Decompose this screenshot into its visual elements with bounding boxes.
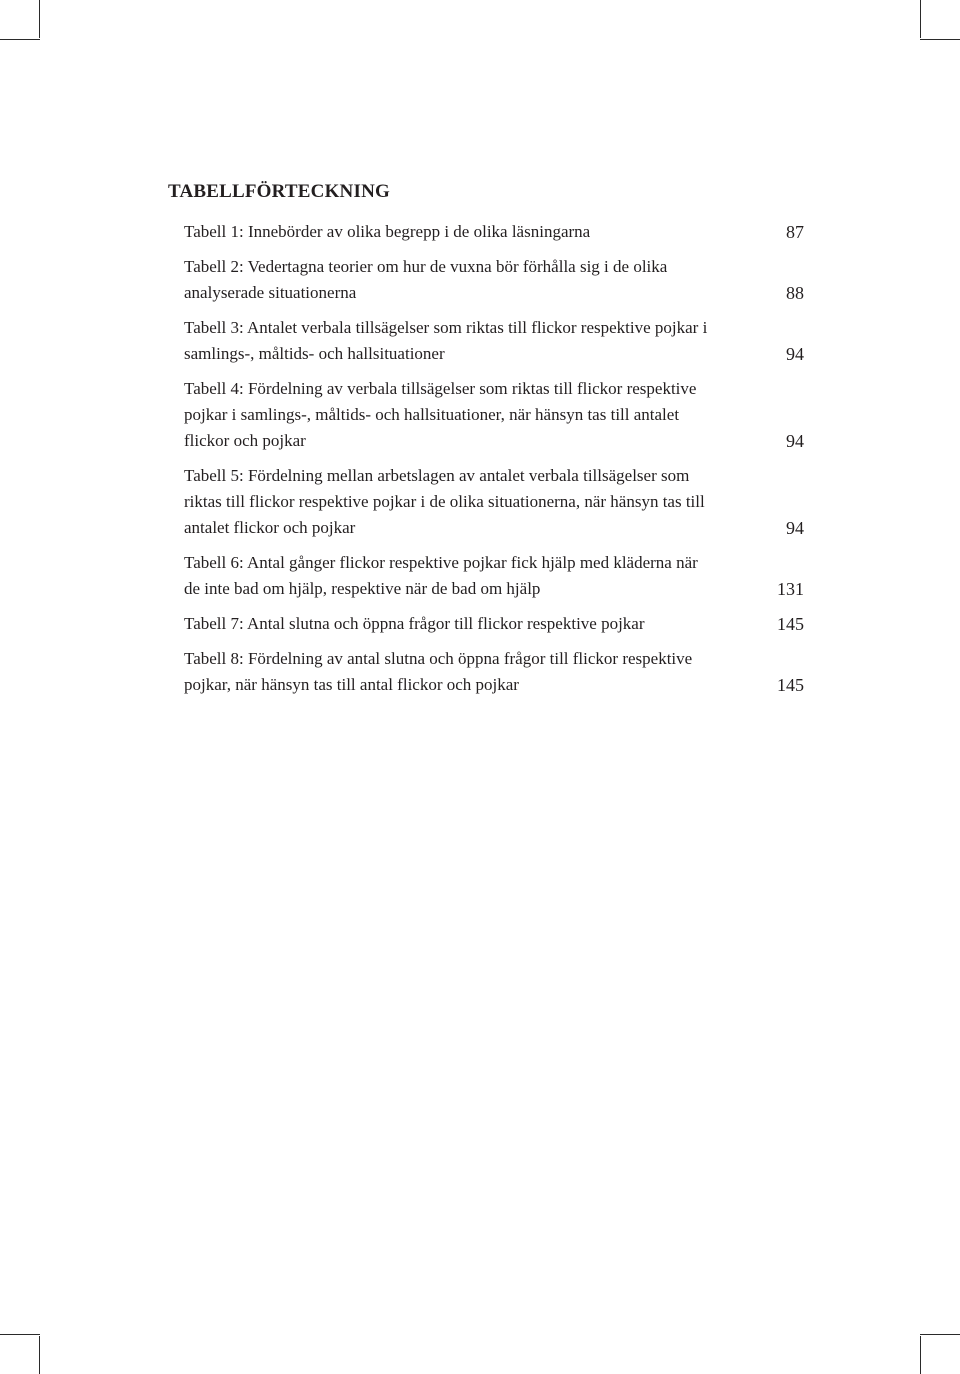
toc-entry-text [184, 611, 764, 637]
toc-entry-text [184, 219, 764, 245]
toc-entry-line: de inte bad om hjälp, respektive när de bad om hjälp [184, 579, 541, 598]
toc-entry-line: antalet flickor och pojkar [184, 518, 356, 537]
toc-entry-6[interactable] [184, 550, 804, 602]
toc-entry-page: 88 [786, 283, 804, 303]
crop-mark-top-left [39, 0, 40, 38]
crop-mark-bottom-left [39, 1336, 40, 1374]
toc-entry-line: flickor och pojkar [184, 431, 306, 450]
toc-entry-page: 94 [786, 518, 804, 538]
toc-entry-line: samlings-, måltids- och hallsituationer [184, 344, 445, 363]
toc-entry-text [184, 376, 764, 454]
toc-entry-page: 87 [786, 222, 804, 242]
crop-mark-top-right [920, 0, 921, 38]
toc-entry-line: Tabell 4: Fördelning av verbala tillsägelser som riktas till flickor respektive [184, 379, 697, 398]
table-list [184, 219, 804, 707]
toc-entry-line: analyserade situationerna [184, 283, 357, 302]
toc-entry-5[interactable] [184, 463, 804, 541]
toc-entry-3[interactable] [184, 315, 804, 367]
toc-entry-2[interactable] [184, 254, 804, 306]
crop-mark-bottom-right-h [920, 1334, 960, 1335]
toc-entry-text [184, 550, 764, 602]
toc-entry-line: Tabell 8: Fördelning av antal slutna och öppna frågor till flickor respektive [184, 649, 693, 668]
toc-entry-text [184, 646, 764, 698]
toc-entry-page: 94 [786, 431, 804, 451]
toc-entry-page: 145 [777, 614, 804, 634]
toc-entry-line: Tabell 7: Antal slutna och öppna frågor till flickor respektive pojkar [184, 614, 645, 633]
page-title: TABELLFÖRTECKNING [168, 181, 390, 202]
crop-mark-top-right-h [920, 39, 960, 40]
toc-entry-line: Tabell 3: Antalet verbala tillsägelser som riktas till flickor respektive pojkar i [184, 318, 708, 337]
toc-entry-text [184, 254, 764, 306]
toc-entry-page: 94 [786, 344, 804, 364]
toc-entry-page: 145 [777, 675, 804, 695]
toc-entry-line: riktas till flickor respektive pojkar i de olika situationerna, när hänsyn tas till [184, 492, 705, 511]
crop-mark-top-left-h [0, 39, 40, 40]
toc-entry-line: Tabell 6: Antal gånger flickor respektive pojkar fick hjälp med kläderna när [184, 553, 698, 572]
toc-entry-line: Tabell 1: Innebörder av olika begrepp i de olika läsningarna [184, 222, 591, 241]
crop-mark-bottom-right [920, 1336, 921, 1374]
toc-entry-4[interactable] [184, 376, 804, 454]
toc-entry-line: Tabell 5: Fördelning mellan arbetslagen av antalet verbala tillsägelser som [184, 466, 690, 485]
toc-entry-text [184, 315, 764, 367]
toc-entry-8[interactable] [184, 646, 804, 698]
toc-entry-page: 131 [777, 579, 804, 599]
toc-entry-text [184, 463, 764, 541]
toc-entry-1[interactable] [184, 219, 804, 245]
toc-entry-7[interactable] [184, 611, 804, 637]
toc-entry-line: pojkar i samlings-, måltids- och hallsituationer, när hänsyn tas till antalet [184, 405, 680, 424]
toc-entry-line: Tabell 2: Vedertagna teorier om hur de vuxna bör förhålla sig i de olika [184, 257, 668, 276]
toc-entry-line: pojkar, när hänsyn tas till antal flickor och pojkar [184, 675, 519, 694]
crop-mark-bottom-left-h [0, 1334, 40, 1335]
